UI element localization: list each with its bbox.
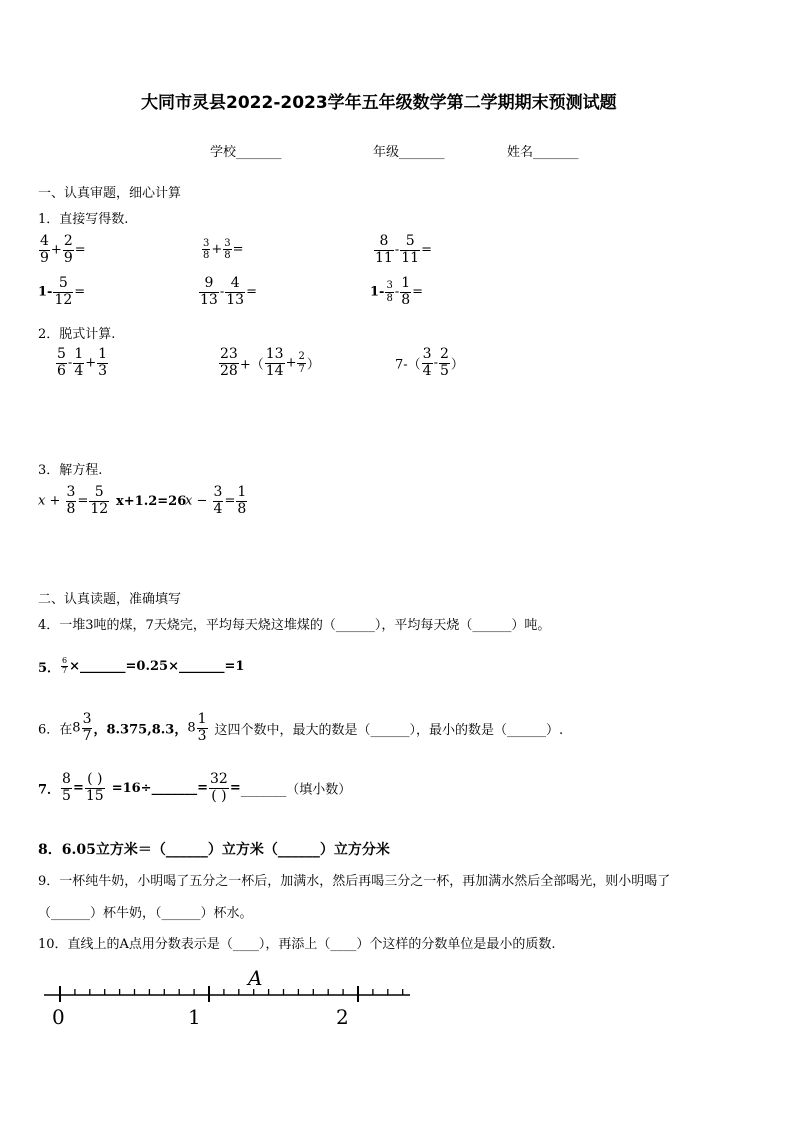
school-field: 学校_______ <box>210 145 282 160</box>
q3-equation-1: x + $\frac{3}{8}$ = $\frac{5}{12}$ <box>38 484 109 517</box>
question-9-line-1: 9．一杯纯牛奶，小明喝了五分之一杯后，加满水，然后再喝三分之一杯，再加满水然后全部喝光，则小明喝了 <box>38 874 671 889</box>
number-line <box>38 962 418 1032</box>
q1-expr-5: $\frac{9}{13}$ - $\frac{4}{13}$ = <box>200 275 257 308</box>
question-3-label: 3．解方程. <box>38 463 103 478</box>
q1-expr-2: $\frac{3}{8}$ + $\frac{3}{8}$ = <box>203 238 244 262</box>
page-title: 大同市灵县2022-2023学年五年级数学第二学期期末预测试题 <box>141 93 617 113</box>
section-1-heading: 一、认真审题，细心计算 <box>38 186 182 201</box>
q2-expr-1: $\frac{5}{6}$ - $\frac{1}{4}$ + $\frac{1}{3}$ <box>57 346 108 379</box>
question-1-label: 1．直接写得数. <box>38 212 129 227</box>
q1-expr-3: $\frac{8}{11}$ - $\frac{5}{11}$ = <box>375 233 432 266</box>
q3-equation-3: x − $\frac{3}{4}$ = $\frac{1}{8}$ <box>185 484 247 517</box>
grade-field: 年级_______ <box>373 145 445 160</box>
tick-label-1: 1 <box>188 1005 201 1029</box>
q3-equation-2: x+1.2=26 <box>116 494 187 509</box>
number-line-ticks <box>60 986 403 1002</box>
question-6: 6．在8 $\frac{3}{7}$ ，8.375,8.3，8 $\frac{1}{3}$ 这四个数中，最大的数是（______），最小的数是（______）. <box>38 711 564 744</box>
question-9-line-2: （______）杯牛奶，（______）杯水。 <box>38 906 253 921</box>
question-8: 8．6.05立方米＝（______）立方米（______）立方分米 <box>38 842 390 858</box>
q1-expr-6: 1- $\frac{3}{8}$ - $\frac{1}{8}$ = <box>370 275 424 308</box>
question-5: 5． $\frac{6}{7}$ ×_______=0.25×_______=1 <box>38 656 245 676</box>
section-2-heading: 二、认真读题，准确填写 <box>38 592 182 607</box>
tick-label-2: 2 <box>336 1005 349 1029</box>
tick-label-0: 0 <box>52 1005 65 1029</box>
question-10: 10．直线上的A点用分数表示是（____），再添上（____）个这样的分数单位是最小的质数. <box>38 937 556 952</box>
q1-expr-4: 1- $\frac{5}{12}$ = <box>38 275 86 308</box>
q2-expr-2: $\frac{23}{28}$ +（ $\frac{13}{14}$ + $\frac{2}{7}$ ） <box>220 346 320 379</box>
question-2-label: 2．脱式计算. <box>38 327 116 342</box>
question-4: 4．一堆3吨的煤，7天烧完，平均每天烧这堆煤的（______），平均每天烧（______）吨。 <box>38 618 551 633</box>
name-field: 姓名_______ <box>507 145 579 160</box>
point-a-label: A <box>248 966 263 990</box>
q1-expr-1: $\frac{4}{9}$ + $\frac{2}{9}$ = <box>40 233 86 266</box>
question-7: 7． $\frac{8}{5}$ = $\frac{( )}{15}$ =16÷_______= $\frac{32}{( )}$ =_______（填小数） <box>38 771 352 804</box>
q2-expr-3: 7-（ $\frac{3}{4}$ - $\frac{2}{5}$ ） <box>395 346 464 379</box>
